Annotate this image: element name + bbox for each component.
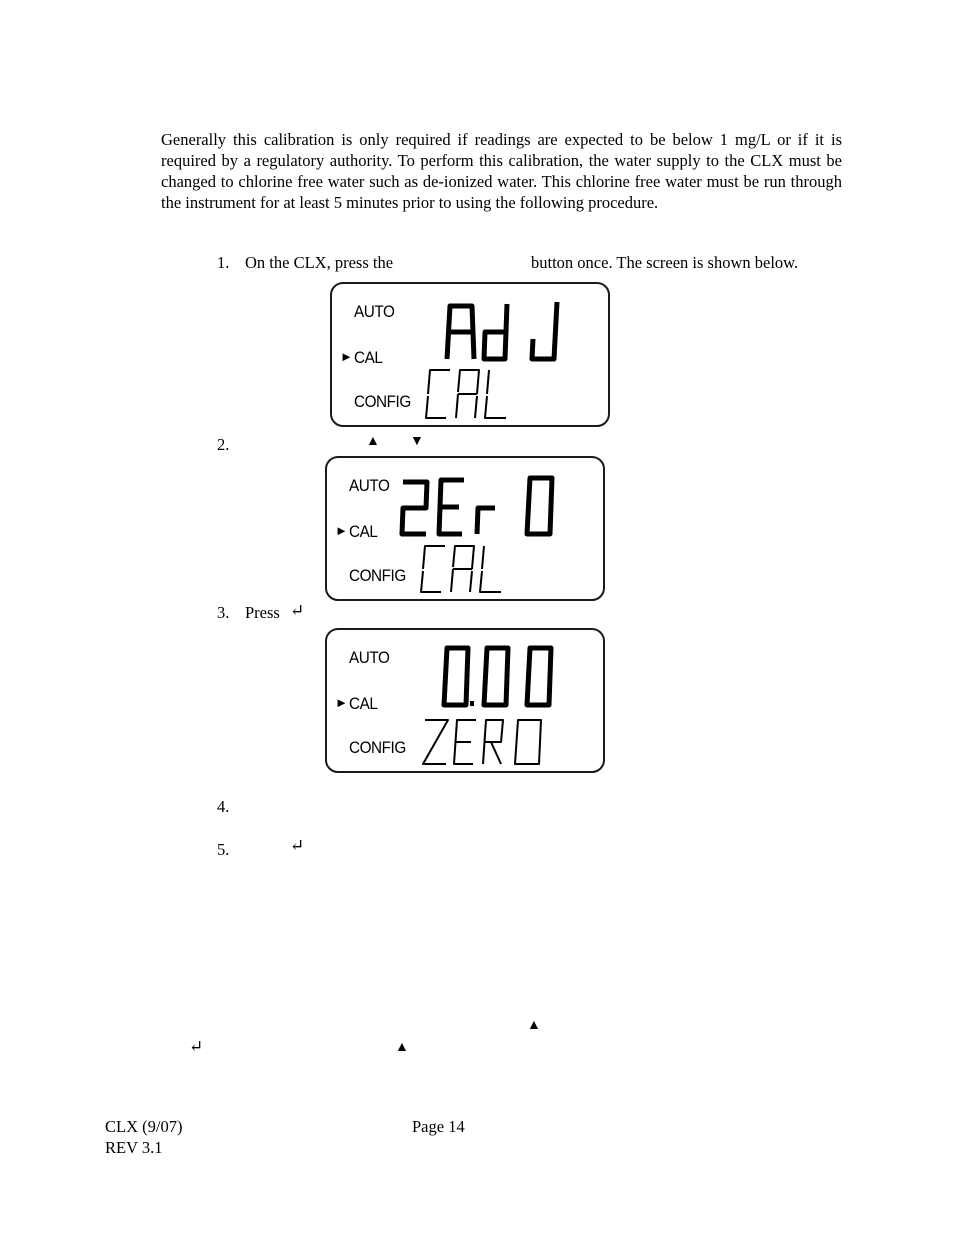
lcd-config-indicator: CONFIG <box>354 392 411 411</box>
enter-icon: ↵ <box>189 1037 204 1056</box>
down-arrow-icon: ▼ <box>410 434 424 449</box>
pointer-icon: ► <box>335 523 348 538</box>
lcd-main-readout-zero <box>327 458 607 603</box>
lcd-cal-indicator: CAL <box>349 694 378 713</box>
lcd-main-readout-adj <box>332 284 612 429</box>
lcd-auto-indicator: AUTO <box>349 648 390 667</box>
intro-paragraph: Generally this calibration is only required if readings are expected to be below 1 mg/L or if it is required by a regulatory authority. To perform this calibration, the water supply to the CLX must be changed to chlorine free water such as de-ionized water. This chlorine free water must be run through the instrument for at least 5 minutes prior to using the following procedure. <box>161 130 842 212</box>
step-2-number: 2. <box>217 435 230 454</box>
lcd-screen-adj <box>330 282 610 427</box>
lcd-auto-indicator: AUTO <box>349 476 390 495</box>
step-1-text-after: button once. The screen is shown below. <box>531 253 799 272</box>
lcd-cal-indicator: CAL <box>354 348 383 367</box>
up-arrow-icon: ▲ <box>395 1040 409 1055</box>
lcd-screen-zero <box>325 456 605 601</box>
step-1-number: 1. <box>217 253 230 272</box>
step-3-text: Press <box>245 603 280 622</box>
step-1-text-before: On the CLX, press the <box>245 253 394 272</box>
step-4-number: 4. <box>217 797 230 816</box>
lcd-auto-indicator: AUTO <box>354 302 395 321</box>
lcd-config-indicator: CONFIG <box>349 738 406 757</box>
footer-revision: REV 3.1 <box>105 1138 163 1157</box>
lcd-config-indicator: CONFIG <box>349 566 406 585</box>
footer-page-number: Page 14 <box>412 1117 465 1136</box>
up-arrow-icon: ▲ <box>527 1018 541 1033</box>
lcd-screen-reading <box>325 628 605 773</box>
up-arrow-icon: ▲ <box>366 434 380 449</box>
step-3-number: 3. <box>217 603 230 622</box>
enter-icon: ↵ <box>290 836 305 855</box>
lcd-cal-indicator: CAL <box>349 522 378 541</box>
step-5-number: 5. <box>217 840 230 859</box>
pointer-icon: ► <box>340 349 353 364</box>
enter-icon: ↵ <box>290 601 305 620</box>
lcd-main-readout-value <box>327 630 607 775</box>
pointer-icon: ► <box>335 695 348 710</box>
footer-doc-id: CLX (9/07) <box>105 1117 183 1136</box>
